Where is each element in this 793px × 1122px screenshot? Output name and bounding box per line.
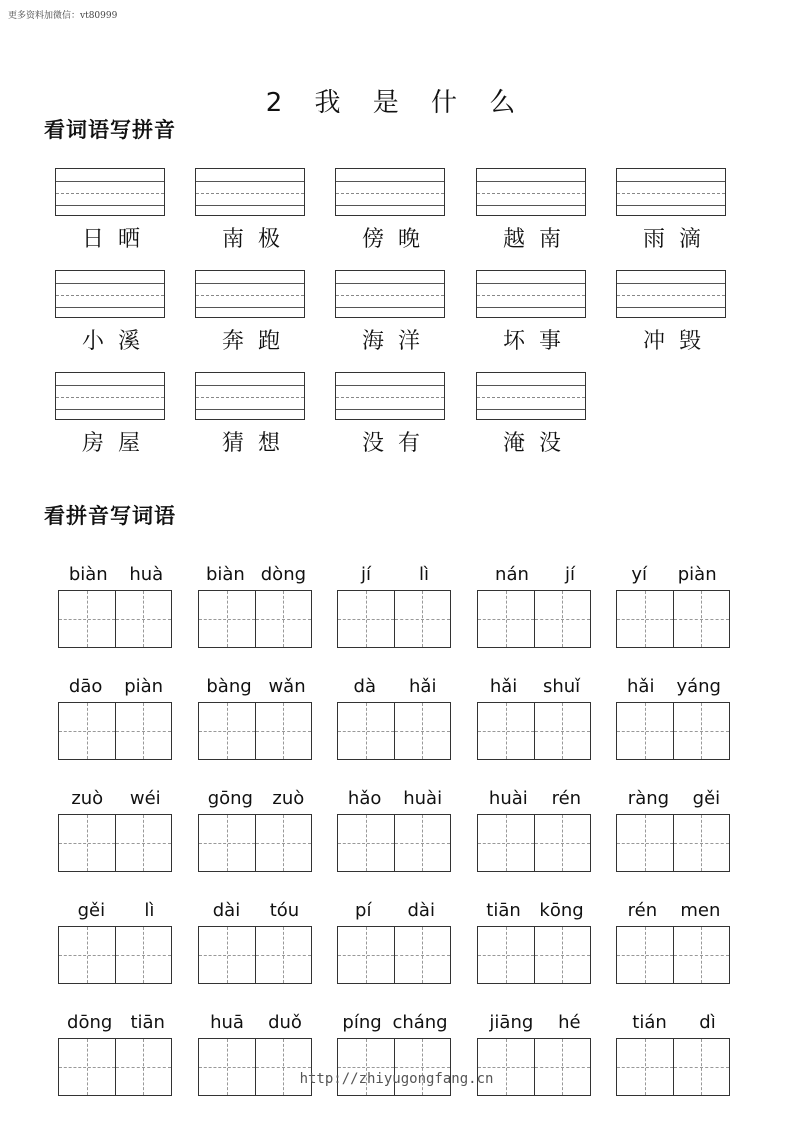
tianzige-box[interactable] xyxy=(477,590,591,648)
tianzige-cell[interactable] xyxy=(478,815,534,871)
section2-title: 看拼音写词语 xyxy=(44,504,176,528)
pinyin-syllable: yí xyxy=(631,564,648,585)
tianzige-cell[interactable] xyxy=(617,927,673,983)
tianzige-cell[interactable] xyxy=(617,815,673,871)
pinyin-syllable: jí xyxy=(564,564,575,585)
tianzige-cell[interactable] xyxy=(534,703,591,759)
pinyin-label xyxy=(337,1012,453,1038)
pinyin-syllable: dà xyxy=(353,676,376,697)
pinyin-syllable: dōng xyxy=(67,1012,113,1033)
pinyin-syllable: piàn xyxy=(124,676,164,697)
footer-url: http://zhiyugongfang.cn xyxy=(299,1071,494,1087)
pinyin-syllable: rén xyxy=(627,900,658,921)
tianzige-cell[interactable] xyxy=(673,815,730,871)
pinyin-label xyxy=(58,676,174,702)
section1-title: 看词语写拼音 xyxy=(44,118,176,142)
tianzige-box[interactable] xyxy=(477,1038,591,1096)
tianzige-cell[interactable] xyxy=(255,703,312,759)
pinyin-item xyxy=(58,564,174,648)
tianzige-cell[interactable] xyxy=(255,815,312,871)
pinyin-syllable: dòng xyxy=(260,564,307,585)
pinyin-writing-box[interactable] xyxy=(55,372,165,420)
pinyin-item xyxy=(616,564,732,648)
tianzige-cell[interactable] xyxy=(199,927,255,983)
word-text: 日晒 xyxy=(81,227,154,252)
pinyin-item xyxy=(337,564,453,648)
word-item xyxy=(195,270,307,355)
tianzige-cell[interactable] xyxy=(673,591,730,647)
word-item xyxy=(55,168,167,253)
pinyin-item xyxy=(616,676,732,760)
tianzige-cell[interactable] xyxy=(673,927,730,983)
pinyin-syllable: jiāng xyxy=(489,1012,534,1033)
pinyin-item xyxy=(477,900,593,984)
word-item xyxy=(335,270,447,355)
pinyin-syllable: nán xyxy=(495,564,529,585)
pinyin-label xyxy=(616,564,732,590)
pinyin-label xyxy=(616,676,732,702)
word-item xyxy=(476,372,588,457)
pinyin-writing-box[interactable] xyxy=(55,270,165,318)
pinyin-syllable: hǎi xyxy=(489,676,518,697)
pinyin-label xyxy=(58,564,174,590)
word-item xyxy=(476,270,588,355)
pinyin-syllable: biàn xyxy=(68,564,108,585)
tianzige-box[interactable] xyxy=(616,702,730,760)
pinyin-syllable: zuò xyxy=(272,788,305,809)
pinyin-label xyxy=(337,788,453,814)
tianzige-cell[interactable] xyxy=(673,703,730,759)
word-item xyxy=(55,372,167,457)
pinyin-label xyxy=(477,676,593,702)
pinyin-syllable: duǒ xyxy=(268,1012,302,1033)
pinyin-label xyxy=(477,564,593,590)
pinyin-syllable: cháng xyxy=(392,1012,448,1033)
tianzige-box[interactable] xyxy=(337,926,451,984)
pinyin-item xyxy=(198,900,314,984)
tianzige-box[interactable] xyxy=(58,702,172,760)
pinyin-syllable: dài xyxy=(212,900,241,921)
pinyin-label xyxy=(198,900,314,926)
tianzige-box[interactable] xyxy=(616,1038,730,1096)
pinyin-syllable: tóu xyxy=(269,900,300,921)
tianzige-box[interactable] xyxy=(337,702,451,760)
pinyin-writing-box[interactable] xyxy=(335,270,445,318)
tianzige-cell[interactable] xyxy=(59,591,115,647)
pinyin-writing-box[interactable] xyxy=(335,372,445,420)
pinyin-writing-box[interactable] xyxy=(616,168,726,216)
pinyin-syllable: piàn xyxy=(677,564,717,585)
word-text: 猜想 xyxy=(221,431,294,456)
word-text: 海洋 xyxy=(361,329,434,354)
word-text: 房屋 xyxy=(81,431,154,456)
pinyin-item xyxy=(616,788,732,872)
tianzige-cell[interactable] xyxy=(394,815,451,871)
pinyin-syllable: pí xyxy=(355,900,372,921)
word-item xyxy=(616,168,728,253)
tianzige-box[interactable] xyxy=(198,926,312,984)
pinyin-label xyxy=(198,788,314,814)
pinyin-label xyxy=(477,788,593,814)
pinyin-syllable: huà xyxy=(129,564,164,585)
tianzige-box[interactable] xyxy=(58,814,172,872)
pinyin-label xyxy=(198,1012,314,1038)
pinyin-item xyxy=(198,676,314,760)
pinyin-label xyxy=(477,900,593,926)
pinyin-label xyxy=(337,900,453,926)
tianzige-cell[interactable] xyxy=(478,927,534,983)
pinyin-syllable: bàng xyxy=(206,676,252,697)
tianzige-cell[interactable] xyxy=(534,815,591,871)
word-text: 奔跑 xyxy=(221,329,294,354)
pinyin-writing-box[interactable] xyxy=(195,168,305,216)
pinyin-syllable: yáng xyxy=(676,676,721,697)
tianzige-cell[interactable] xyxy=(478,591,534,647)
pinyin-syllable: tiān xyxy=(486,900,521,921)
pinyin-syllable: kōng xyxy=(539,900,584,921)
tianzige-cell[interactable] xyxy=(255,591,312,647)
tianzige-box[interactable] xyxy=(477,814,591,872)
tianzige-cell[interactable] xyxy=(394,927,451,983)
pinyin-syllable: hǎi xyxy=(409,676,437,697)
tianzige-cell[interactable] xyxy=(338,927,394,983)
tianzige-cell[interactable] xyxy=(617,591,673,647)
word-text: 淹没 xyxy=(502,431,575,456)
word-item xyxy=(476,168,588,253)
word-text: 没有 xyxy=(361,431,434,456)
pinyin-writing-box[interactable] xyxy=(195,372,305,420)
pinyin-label xyxy=(198,564,314,590)
word-item xyxy=(195,168,307,253)
tianzige-cell[interactable] xyxy=(478,703,534,759)
pinyin-writing-box[interactable] xyxy=(335,168,445,216)
pinyin-syllable: dì xyxy=(699,1012,716,1033)
word-text: 冲毁 xyxy=(642,329,715,354)
tianzige-cell[interactable] xyxy=(534,591,591,647)
pinyin-syllable: men xyxy=(680,900,721,921)
pinyin-syllable: tián xyxy=(632,1012,667,1033)
pinyin-label xyxy=(58,788,174,814)
pinyin-writing-box[interactable] xyxy=(476,168,586,216)
pinyin-syllable: wǎn xyxy=(268,676,306,697)
tianzige-cell[interactable] xyxy=(394,591,451,647)
pinyin-syllable: biàn xyxy=(205,564,245,585)
pinyin-syllable: píng xyxy=(342,1012,382,1033)
pinyin-syllable: zuò xyxy=(71,788,104,809)
page-title: 2 我 是 什 么 xyxy=(265,88,528,118)
pinyin-writing-box[interactable] xyxy=(616,270,726,318)
tianzige-box[interactable] xyxy=(198,814,312,872)
tianzige-box[interactable] xyxy=(337,590,451,648)
pinyin-label xyxy=(616,1012,732,1038)
tianzige-box[interactable] xyxy=(616,590,730,648)
tianzige-cell[interactable] xyxy=(59,815,115,871)
pinyin-syllable: wéi xyxy=(129,788,161,809)
word-item xyxy=(335,372,447,457)
pinyin-syllable: shuǐ xyxy=(542,676,581,697)
tianzige-cell[interactable] xyxy=(59,927,115,983)
pinyin-item xyxy=(477,676,593,760)
pinyin-syllable: gěi xyxy=(692,788,721,809)
pinyin-syllable: lì xyxy=(418,564,429,585)
word-text: 傍晚 xyxy=(361,227,434,252)
tianzige-box[interactable] xyxy=(198,702,312,760)
pinyin-label xyxy=(337,564,453,590)
pinyin-syllable: huā xyxy=(210,1012,244,1033)
pinyin-label xyxy=(477,1012,593,1038)
tianzige-cell[interactable] xyxy=(59,703,115,759)
pinyin-syllable: hǎo xyxy=(347,788,382,809)
pinyin-syllable: dài xyxy=(407,900,435,921)
pinyin-item xyxy=(337,788,453,872)
tianzige-box[interactable] xyxy=(616,926,730,984)
pinyin-label xyxy=(616,788,732,814)
pinyin-item xyxy=(198,788,314,872)
pinyin-syllable: dāo xyxy=(68,676,103,697)
tianzige-box[interactable] xyxy=(198,1038,312,1096)
tianzige-cell[interactable] xyxy=(199,703,255,759)
pinyin-syllable: jí xyxy=(360,564,371,585)
tianzige-box[interactable] xyxy=(477,702,591,760)
word-item xyxy=(335,168,447,253)
tianzige-cell[interactable] xyxy=(115,591,172,647)
pinyin-writing-box[interactable] xyxy=(476,270,586,318)
pinyin-label xyxy=(198,676,314,702)
tianzige-cell[interactable] xyxy=(115,703,172,759)
tianzige-cell[interactable] xyxy=(115,815,172,871)
pinyin-syllable: lì xyxy=(144,900,155,921)
tianzige-box[interactable] xyxy=(58,590,172,648)
pinyin-writing-box[interactable] xyxy=(195,270,305,318)
tianzige-cell[interactable] xyxy=(617,703,673,759)
word-text: 越南 xyxy=(502,227,575,252)
pinyin-label xyxy=(58,900,174,926)
word-text: 坏事 xyxy=(502,329,575,354)
pinyin-item xyxy=(198,564,314,648)
pinyin-item xyxy=(58,788,174,872)
pinyin-item xyxy=(58,676,174,760)
word-item xyxy=(55,270,167,355)
tianzige-cell[interactable] xyxy=(338,703,394,759)
tianzige-box[interactable] xyxy=(58,1038,172,1096)
pinyin-item xyxy=(58,900,174,984)
word-item xyxy=(616,270,728,355)
pinyin-writing-box[interactable] xyxy=(55,168,165,216)
pinyin-syllable: huài xyxy=(488,788,528,809)
tianzige-cell[interactable] xyxy=(338,815,394,871)
pinyin-label xyxy=(58,1012,174,1038)
pinyin-label xyxy=(337,676,453,702)
tianzige-box[interactable] xyxy=(198,590,312,648)
pinyin-syllable: hé xyxy=(558,1012,581,1033)
pinyin-syllable: ràng xyxy=(627,788,670,809)
tianzige-box[interactable] xyxy=(337,1038,451,1096)
pinyin-item xyxy=(477,788,593,872)
tianzige-cell[interactable] xyxy=(394,703,451,759)
tianzige-cell[interactable] xyxy=(338,591,394,647)
pinyin-writing-box[interactable] xyxy=(476,372,586,420)
pinyin-item xyxy=(337,676,453,760)
pinyin-syllable: huài xyxy=(403,788,443,809)
tianzige-cell[interactable] xyxy=(534,927,591,983)
tianzige-box[interactable] xyxy=(616,814,730,872)
pinyin-item xyxy=(477,564,593,648)
tianzige-cell[interactable] xyxy=(199,591,255,647)
pinyin-syllable: gōng xyxy=(207,788,253,809)
pinyin-syllable: tiān xyxy=(130,1012,165,1033)
word-text: 小溪 xyxy=(81,329,154,354)
word-text: 雨滴 xyxy=(642,227,715,252)
pinyin-label xyxy=(616,900,732,926)
word-text: 南极 xyxy=(221,227,294,252)
pinyin-syllable: rén xyxy=(551,788,582,809)
tianzige-cell[interactable] xyxy=(115,927,172,983)
pinyin-syllable: hǎi xyxy=(627,676,655,697)
word-item xyxy=(195,372,307,457)
tianzige-cell[interactable] xyxy=(255,927,312,983)
tianzige-box[interactable] xyxy=(477,926,591,984)
tianzige-cell[interactable] xyxy=(199,815,255,871)
pinyin-syllable: gěi xyxy=(77,900,106,921)
tianzige-box[interactable] xyxy=(58,926,172,984)
tianzige-box[interactable] xyxy=(337,814,451,872)
pinyin-item xyxy=(337,900,453,984)
pinyin-item xyxy=(616,900,732,984)
header-note: 更多资料加微信：vt80999 xyxy=(8,11,118,21)
